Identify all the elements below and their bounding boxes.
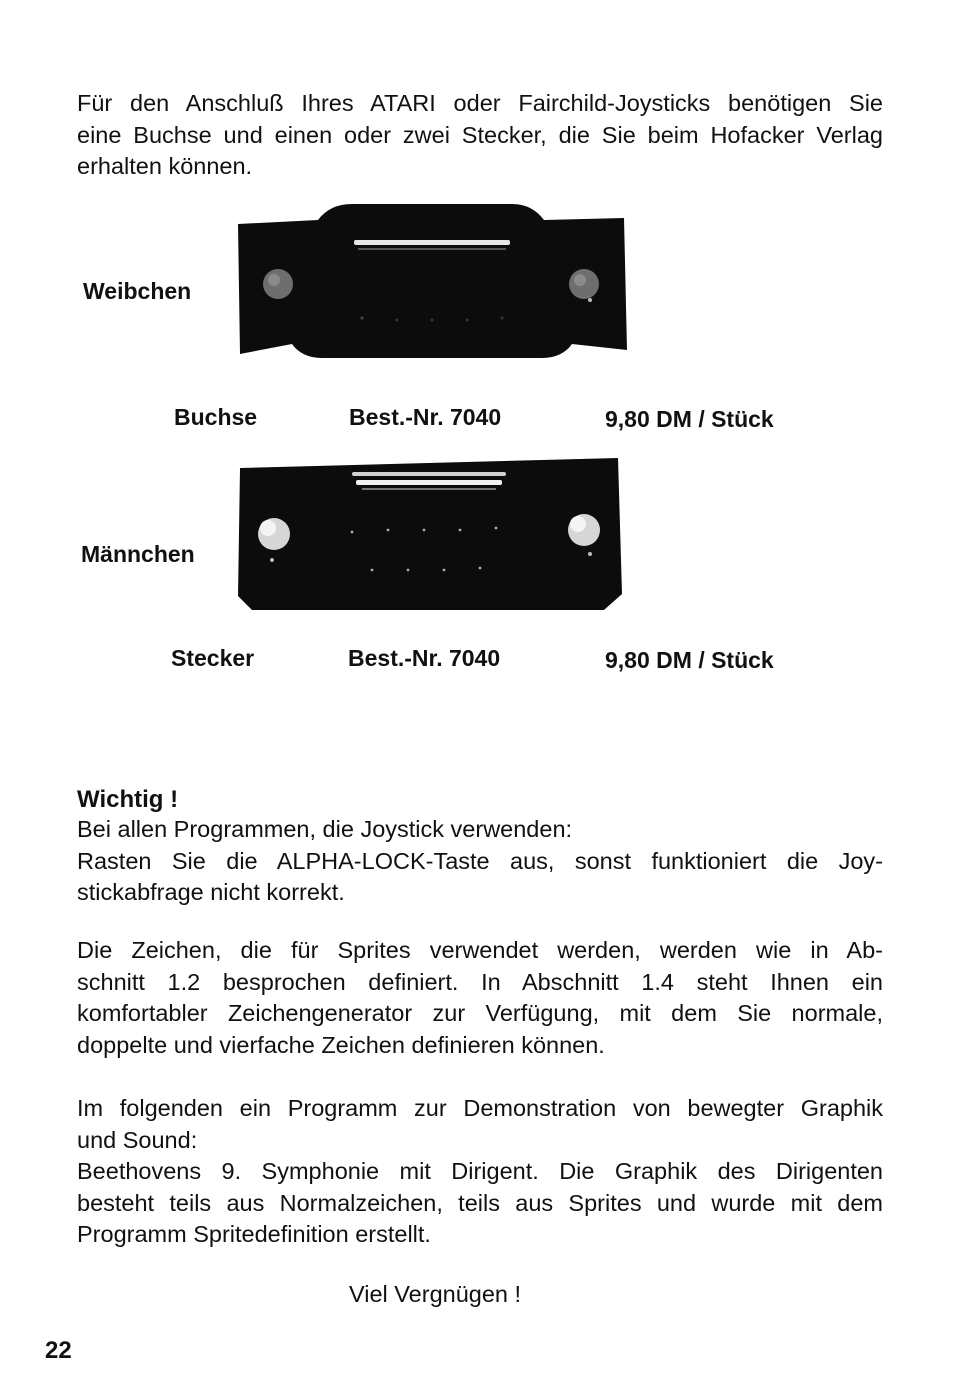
page-number: 22 xyxy=(45,1337,72,1364)
important-paragraph xyxy=(77,814,883,909)
price-buchse: 9,80 DM / Stück xyxy=(605,406,774,432)
male-connector-photo xyxy=(232,454,626,614)
product-type-buchse: Buchse xyxy=(174,404,258,430)
demo-line: Beethovens 9. Symphonie mit Dirigent. Die Graphik des Dirigenten xyxy=(77,1158,883,1184)
demo-paragraph xyxy=(77,1093,883,1251)
male-connector-label: Männchen xyxy=(81,541,195,567)
sprites-line: schnitt 1.2 besprochen definiert. In Abschnitt 1.4 steht Ihnen ein xyxy=(77,968,883,995)
important-line: Rasten Sie die ALPHA-LOCK-Taste aus, sonst funktioniert die Joy- xyxy=(77,847,883,874)
important-heading: Wichtig ! xyxy=(77,786,179,813)
demo-line: Im folgenden ein Programm zur Demonstration von bewegter Graphik xyxy=(77,1095,883,1121)
demo-line: Programm Spritedefinition erstellt. xyxy=(77,1221,431,1247)
important-line: Bei allen Programmen, die Joystick verwenden: xyxy=(77,816,573,842)
demo-line: und Sound: xyxy=(77,1126,198,1153)
order-number-stecker: Best.-Nr. 7040 xyxy=(348,645,501,671)
intro-line: eine Buchse und einen oder zwei Stecker, die Sie beim Hofacker Verlag xyxy=(77,121,883,148)
demo-line: besteht teils aus Normalzeichen, teils aus Sprites und wurde mit dem xyxy=(77,1189,883,1216)
important-line: stickabfrage nicht korrekt. xyxy=(77,879,345,905)
female-connector-label: Weibchen xyxy=(83,278,192,304)
intro-line: erhalten können. xyxy=(77,153,253,179)
intro-paragraph xyxy=(77,88,883,183)
sprites-line: doppelte und vierfache Zeichen definieren können. xyxy=(77,1031,605,1058)
intro-line: Für den Anschluß Ihres ATARI oder Fairchild-Joysticks benötigen Sie xyxy=(77,90,883,116)
sprites-paragraph xyxy=(77,935,883,1061)
price-stecker: 9,80 DM / Stück xyxy=(605,647,774,673)
sprites-line: komfortabler Zeichengenerator zur Verfügung, mit dem Sie normale, xyxy=(77,1000,883,1026)
order-number-buchse: Best.-Nr. 7040 xyxy=(349,404,502,430)
sprites-line: Die Zeichen, die für Sprites verwendet werden, werden wie in Ab- xyxy=(77,937,883,963)
female-connector-photo xyxy=(232,200,632,362)
product-type-stecker: Stecker xyxy=(171,645,255,671)
closing-text: Viel Vergnügen ! xyxy=(349,1281,522,1307)
